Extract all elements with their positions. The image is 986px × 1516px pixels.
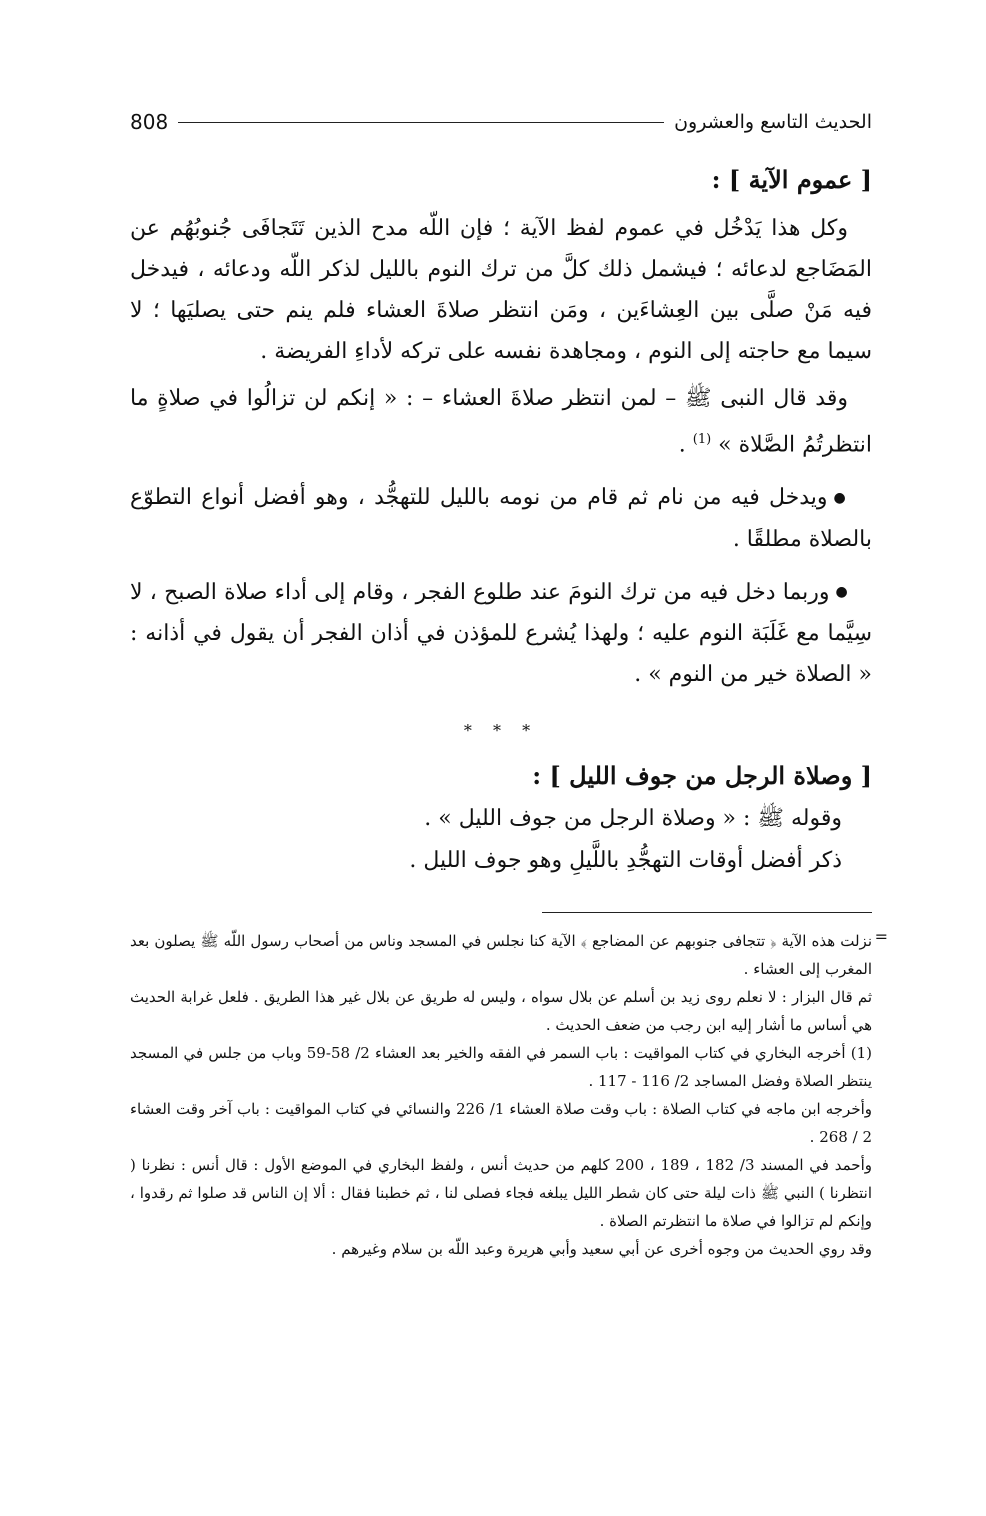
page-number: 808: [130, 110, 169, 134]
footnote-line: وأخرجه ابن ماجه في كتاب الصلاة : باب وقت صلاة العشاء 1/ 226 والنسائي في كتاب المواقيت : باب آخر وقت العشاء 2 / 268 .: [130, 1100, 873, 1147]
page-header: [130, 100, 872, 144]
footnote-line: ثم قال البزار : لا نعلم روى زيد بن أسلم عن بلال سواه ، وليس له طريق عن بلال غير هذا الطريق . فلعل غرابة الحديث هي أساس ما أشار إليه ابن رجب من ضعف الحديث .: [130, 988, 872, 1035]
footnote-line: (1) أخرجه البخاري في كتاب المواقيت : باب السمر في الفقه والخير بعد العشاء 2/ 58-59 وباب من جلس في المسجد ينتظر الصلاة وفضل المساجد 2/ 116 - 117 .: [130, 1044, 872, 1091]
footnote-line: نزلت هذه الآية ﴿ تتجافى جنوبهم عن المضاجع ﴾ الآية كنا نجلس في المسجد وناس من أصحاب رسول اللّه ﷺ يصلون بعد المغرب إلى العشاء .: [130, 932, 872, 979]
section-heading-ayah: [ عموم الآية ] :: [711, 165, 872, 194]
footnotes: [130, 927, 888, 1263]
bullet-icon: ●: [835, 584, 848, 601]
book-page: [130, 100, 888, 1400]
header-rule: [178, 122, 664, 123]
footnote-line: وأحمد في المسند 3/ 182 ، 189 ، 200 كلهم من حديث أنس ، ولفظ البخاري في الموضع الأول : قال أنس : نظرنا ( انتظرنا ) النبي ﷺ ذات ليلة حتى كان شطر الليل يبلغه فجاء فصلى لنا ، ثم خطبنا فقال : ألا إن الناس قد صلوا ثم رقدوا ، وإنكم لم تزالوا في صلاة ما انتظرتم الصلاة .: [130, 1156, 872, 1231]
bullet-text-tahajjud: ويدخل فيه من نام ثم قام من نومه بالليل للتهجُّد ، وهو أفضل أنواع التطوّع بالصلاة مطلقًا .: [130, 485, 872, 552]
footnote-ref-1: (1): [692, 432, 712, 447]
running-title: الحديث التاسع والعشرون: [674, 111, 872, 133]
footnote-separator: [542, 912, 872, 913]
footnote-continuation-mark: =: [874, 927, 888, 947]
bullet-item-tahajjud: [130, 477, 872, 560]
line-best-time: ذكر أفضل أوقات التهجُّدِ باللَّيلِ وهو جوف الليل .: [409, 848, 842, 874]
paragraph-ayah-scope: وكل هذا يَدْخُل في عموم لفظ الآية ؛ فإن اللّه مدح الذين تَتَجافَى جُنوبُهُم عن المَضَاجع لدعائه ؛ فيشمل ذلك كلَّ من ترك النوم بالليل لذكر اللّه ودعائه ، فيدخل فيه مَنْ صلَّى بين العِشاءَين ، ومَن انتظر صلاةَ العشاء فلم ينم حتى يصليَها ؛ لا سيما مع حاجته إلى النوم ، ومجاهدة نفسه على تركه لأداءِ الفريضة .: [130, 216, 872, 364]
hadith-end: .: [678, 432, 693, 458]
section-separator: * * *: [463, 721, 539, 741]
section-heading-night-prayer: [ وصلاة الرجل من جوف الليل ] :: [532, 761, 872, 791]
bullet-icon: ●: [833, 489, 848, 506]
paragraph-hadith-waiting: [130, 378, 872, 465]
bullet-item-fajr: [130, 572, 872, 696]
hadith-text: وقد قال النبى ﷺ – لمن انتظر صلاةَ العشاء – : « إنكم لن تزالُوا في صلاةٍ ما انتظرتُمُ الصَّلاة »: [130, 386, 872, 458]
line-quote-night-prayer: وقوله ﷺ : « وصلاة الرجل من جوف الليل » .: [424, 806, 842, 832]
footnote-line: وقد روي الحديث من وجوه أخرى عن أبي سعيد وأبي هريرة وعبد اللّه بن سلام وغيرهم .: [331, 1240, 872, 1259]
bullet-text-fajr: وربما دخل فيه من ترك النومَ عند طلوع الفجر ، وقام إلى أداء صلاة الصبح ، لا سِيَّما مع غَلَبَة النوم عليه ؛ ولهذا يُشرع للمؤذن في أذان الفجر أن يقول في أذانه : « الصلاة خير من النوم » .: [130, 579, 872, 688]
